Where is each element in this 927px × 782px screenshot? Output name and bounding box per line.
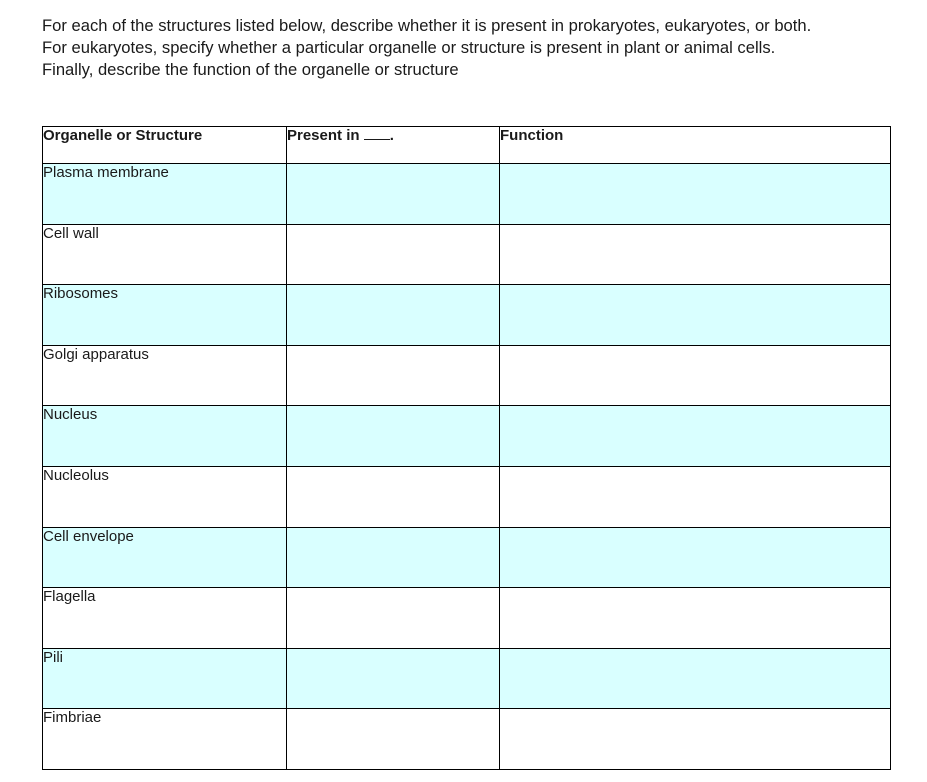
structure-cell: Pili: [43, 648, 287, 709]
function-cell[interactable]: [500, 527, 891, 588]
header-present-in-label: Present in: [287, 127, 364, 144]
table-row: [43, 224, 891, 285]
present-in-cell[interactable]: [287, 466, 500, 527]
function-cell[interactable]: [500, 709, 891, 770]
structure-cell: Cell wall: [43, 224, 287, 285]
table-row: [43, 466, 891, 527]
header-present-in-period: .: [389, 127, 394, 144]
table-row: [43, 285, 891, 346]
structure-cell: Cell envelope: [43, 527, 287, 588]
table-row: [43, 406, 891, 467]
structure-cell: Golgi apparatus: [43, 345, 287, 406]
structure-cell: Fimbriae: [43, 709, 287, 770]
table-row: [43, 527, 891, 588]
table-row: [43, 648, 891, 709]
present-in-cell[interactable]: [287, 588, 500, 649]
header-function: Function: [500, 127, 891, 164]
table-row: [43, 709, 891, 770]
present-in-cell[interactable]: [287, 224, 500, 285]
present-in-cell[interactable]: [287, 164, 500, 225]
function-cell[interactable]: [500, 466, 891, 527]
present-in-cell[interactable]: [287, 648, 500, 709]
table-row: [43, 588, 891, 649]
instructions-line-3: Finally, describe the function of the organelle or structure: [42, 59, 459, 79]
table-row: [43, 345, 891, 406]
header-present-in: [287, 127, 500, 164]
organelle-worksheet-table: [42, 126, 891, 770]
present-in-cell[interactable]: [287, 709, 500, 770]
fill-in-blank-line: [364, 127, 390, 140]
function-cell[interactable]: [500, 406, 891, 467]
header-organelle-or-structure: Organelle or Structure: [43, 127, 287, 164]
structure-cell: Plasma membrane: [43, 164, 287, 225]
present-in-cell[interactable]: [287, 285, 500, 346]
function-cell[interactable]: [500, 345, 891, 406]
structure-cell: Nucleus: [43, 406, 287, 467]
function-cell[interactable]: [500, 224, 891, 285]
instructions-line-1: For each of the structures listed below, describe whether it is present in prokaryotes, eukaryotes, or both.: [42, 16, 812, 35]
function-cell[interactable]: [500, 285, 891, 346]
function-cell[interactable]: [500, 588, 891, 649]
structure-cell: Flagella: [43, 588, 287, 649]
present-in-cell[interactable]: [287, 527, 500, 588]
structure-cell: Nucleolus: [43, 466, 287, 527]
present-in-cell[interactable]: [287, 345, 500, 406]
present-in-cell[interactable]: [287, 406, 500, 467]
instructions-paragraph: [42, 15, 912, 80]
instructions-line-2: For eukaryotes, specify whether a particular organelle or structure is present in plant or animal cells.: [42, 37, 776, 57]
structure-cell: Ribosomes: [43, 285, 287, 346]
function-cell[interactable]: [500, 648, 891, 709]
table-row: [43, 164, 891, 225]
table-header-row: [43, 127, 891, 164]
function-cell[interactable]: [500, 164, 891, 225]
